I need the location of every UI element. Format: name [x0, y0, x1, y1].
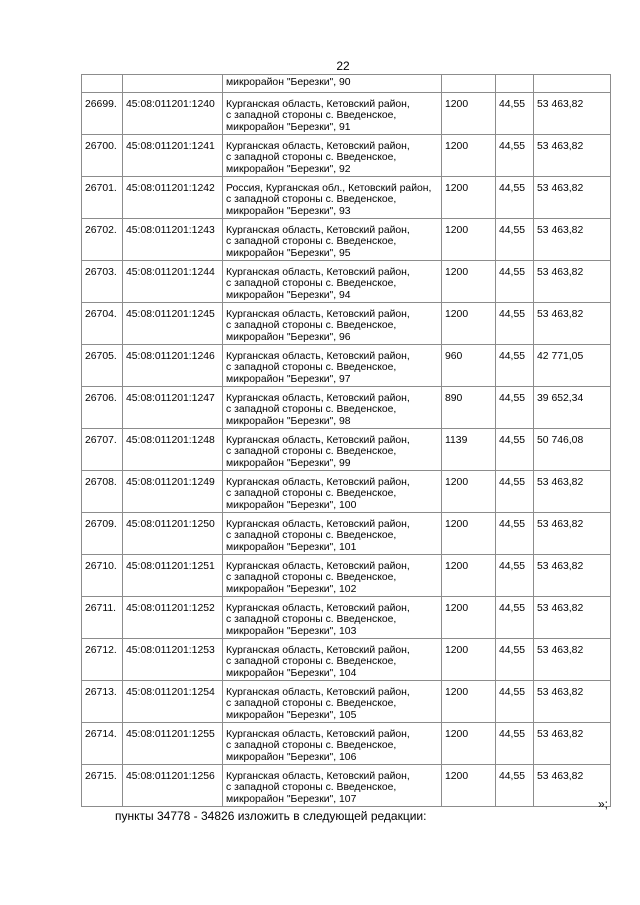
cell-area: 890 — [442, 386, 496, 428]
address-line: Курганская область, Кетовский район, — [226, 686, 410, 698]
address-line: микрорайон "Березки", 103 — [226, 625, 357, 637]
cell-item-number: 26701. — [82, 176, 123, 218]
cell-address — [223, 596, 442, 638]
cell-cadastral-value: 53 463,82 — [534, 512, 611, 554]
closing-quote-mark: »; — [598, 797, 609, 811]
table-row — [82, 722, 611, 764]
address-line: Курганская область, Кетовский район, — [226, 308, 410, 320]
address-line: микрорайон "Березки", 98 — [226, 415, 351, 427]
address-line: с западной стороны с. Введенское, — [226, 194, 397, 206]
cell-area: 1200 — [442, 92, 496, 134]
address-line: Курганская область, Кетовский район, — [226, 98, 410, 110]
cell-item-number — [82, 75, 123, 93]
cell-address — [223, 680, 442, 722]
cell-cadastral-number: 45:08:011201:1253 — [123, 638, 223, 680]
table-row — [82, 470, 611, 512]
cell-rate: 44,55 — [496, 554, 534, 596]
cell-item-number: 26707. — [82, 428, 123, 470]
cell-cadastral-number: 45:08:011201:1241 — [123, 134, 223, 176]
cell-item-number: 26714. — [82, 722, 123, 764]
cell-cadastral-value: 53 463,82 — [534, 554, 611, 596]
cell-address — [223, 470, 442, 512]
cell-cadastral-number: 45:08:011201:1252 — [123, 596, 223, 638]
address-line: с западной стороны с. Введенское, — [226, 530, 397, 542]
address-line: микрорайон "Березки", 105 — [226, 709, 357, 721]
address-line: с западной стороны с. Введенское, — [226, 656, 397, 668]
cell-area: 1200 — [442, 554, 496, 596]
cell-item-number: 26708. — [82, 470, 123, 512]
table-row — [82, 554, 611, 596]
cell-cadastral-value: 53 463,82 — [534, 260, 611, 302]
cell-address — [223, 554, 442, 596]
amendment-instruction: пункты 34778 - 34826 изложить в следующей редакции: — [115, 809, 427, 823]
table-row — [82, 764, 611, 806]
cell-cadastral-value: 53 463,82 — [534, 218, 611, 260]
address-line: микрорайон "Березки", 101 — [226, 541, 357, 553]
cell-rate: 44,55 — [496, 722, 534, 764]
cell-cadastral-value: 53 463,82 — [534, 638, 611, 680]
cell-area: 1200 — [442, 470, 496, 512]
cell-item-number: 26711. — [82, 596, 123, 638]
cell-address — [223, 260, 442, 302]
cell-cadastral-number: 45:08:011201:1243 — [123, 218, 223, 260]
table-row — [82, 428, 611, 470]
table-row — [82, 638, 611, 680]
cell-cadastral-value: 53 463,82 — [534, 470, 611, 512]
cell-address — [223, 512, 442, 554]
address-line: Курганская область, Кетовский район, — [226, 266, 410, 278]
cell-cadastral-number: 45:08:011201:1251 — [123, 554, 223, 596]
cell-address — [223, 92, 442, 134]
cell-area: 1200 — [442, 260, 496, 302]
cell-rate: 44,55 — [496, 596, 534, 638]
cell-cadastral-number: 45:08:011201:1249 — [123, 470, 223, 512]
address-line: Курганская область, Кетовский район, — [226, 140, 410, 152]
cell-item-number: 26705. — [82, 344, 123, 386]
cell-rate: 44,55 — [496, 386, 534, 428]
cell-cadastral-number: 45:08:011201:1246 — [123, 344, 223, 386]
address-line: Курганская область, Кетовский район, — [226, 392, 410, 404]
cell-cadastral-value: 53 463,82 — [534, 764, 611, 806]
cell-address — [223, 722, 442, 764]
page-number: 22 — [336, 59, 350, 73]
cell-cadastral-value: 53 463,82 — [534, 596, 611, 638]
table-row — [82, 260, 611, 302]
cell-address — [223, 176, 442, 218]
address-line: Россия, Курганская обл., Кетовский район, — [226, 182, 432, 194]
cell-rate: 44,55 — [496, 92, 534, 134]
cell-item-number: 26706. — [82, 386, 123, 428]
table-row — [82, 512, 611, 554]
cell-area: 1139 — [442, 428, 496, 470]
address-line: микрорайон "Березки", 104 — [226, 667, 357, 679]
table-row — [82, 386, 611, 428]
cell-cadastral-number: 45:08:011201:1250 — [123, 512, 223, 554]
cell-cadastral-number: 45:08:011201:1244 — [123, 260, 223, 302]
cell-rate: 44,55 — [496, 512, 534, 554]
cell-item-number: 26712. — [82, 638, 123, 680]
cell-cadastral-number: 45:08:011201:1248 — [123, 428, 223, 470]
address-line: микрорайон "Березки", 102 — [226, 583, 357, 595]
address-line: с западной стороны с. Введенское, — [226, 698, 397, 710]
cell-cadastral-value: 53 463,82 — [534, 92, 611, 134]
cell-item-number: 26704. — [82, 302, 123, 344]
address-line: Курганская область, Кетовский район, — [226, 434, 410, 446]
table-row — [82, 596, 611, 638]
cell-address — [223, 764, 442, 806]
address-line: Курганская область, Кетовский район, — [226, 560, 410, 572]
table-row — [82, 92, 611, 134]
address-line: с западной стороны с. Введенское, — [226, 236, 397, 248]
cell-cadastral-number: 45:08:011201:1247 — [123, 386, 223, 428]
cell-item-number: 26713. — [82, 680, 123, 722]
address-line: микрорайон "Березки", 107 — [226, 793, 357, 805]
cell-item-number: 26709. — [82, 512, 123, 554]
cell-cadastral-value: 53 463,82 — [534, 302, 611, 344]
cell-item-number: 26702. — [82, 218, 123, 260]
cell-address — [223, 386, 442, 428]
cell-area: 1200 — [442, 218, 496, 260]
table-row — [82, 344, 611, 386]
cell-area: 1200 — [442, 176, 496, 218]
cell-cadastral-value: 39 652,34 — [534, 386, 611, 428]
cell-rate: 44,55 — [496, 428, 534, 470]
cell-cadastral-number: 45:08:011201:1245 — [123, 302, 223, 344]
address-line: микрорайон "Березки", 106 — [226, 751, 357, 763]
cell-rate: 44,55 — [496, 680, 534, 722]
address-line: микрорайон "Березки", 95 — [226, 247, 351, 259]
address-line: с западной стороны с. Введенское, — [226, 152, 397, 164]
address-line: с западной стороны с. Введенское, — [226, 362, 397, 374]
address-line: Курганская область, Кетовский район, — [226, 770, 410, 782]
address-line: Курганская область, Кетовский район, — [226, 728, 410, 740]
address-line: микрорайон "Березки", 92 — [226, 163, 351, 175]
address-line: с западной стороны с. Введенское, — [226, 446, 397, 458]
address-line: Курганская область, Кетовский район, — [226, 476, 410, 488]
cell-cadastral-value: 42 771,05 — [534, 344, 611, 386]
cell-area: 1200 — [442, 722, 496, 764]
cell-cadastral-value: 50 746,08 — [534, 428, 611, 470]
cell-address — [223, 75, 442, 93]
address-line: Курганская область, Кетовский район, — [226, 518, 410, 530]
cell-item-number: 26710. — [82, 554, 123, 596]
cell-rate: 44,55 — [496, 638, 534, 680]
cell-address — [223, 344, 442, 386]
address-line: с западной стороны с. Введенское, — [226, 614, 397, 626]
address-line: с западной стороны с. Введенское, — [226, 278, 397, 290]
cell-area: 1200 — [442, 596, 496, 638]
cell-address — [223, 302, 442, 344]
cell-cadastral-value: 53 463,82 — [534, 680, 611, 722]
cell-cadastral-number: 45:08:011201:1254 — [123, 680, 223, 722]
cell-item-number: 26715. — [82, 764, 123, 806]
cell-rate: 44,55 — [496, 470, 534, 512]
address-line: микрорайон "Березки", 94 — [226, 289, 351, 301]
cell-rate: 44,55 — [496, 260, 534, 302]
address-line: с западной стороны с. Введенское, — [226, 488, 397, 500]
cell-rate — [496, 75, 534, 93]
address-line: микрорайон "Березки", 96 — [226, 331, 351, 343]
cell-area: 1200 — [442, 764, 496, 806]
address-line: с западной стороны с. Введенское, — [226, 740, 397, 752]
land-plot-table — [81, 74, 611, 807]
address-line: микрорайон "Березки", 93 — [226, 205, 351, 217]
address-line: микрорайон "Березки", 100 — [226, 499, 357, 511]
cell-address — [223, 428, 442, 470]
address-line: микрорайон "Березки", 99 — [226, 457, 351, 469]
table-body — [82, 75, 611, 807]
table-row — [82, 218, 611, 260]
address-line: с западной стороны с. Введенское, — [226, 110, 397, 122]
cell-address — [223, 638, 442, 680]
cell-item-number: 26703. — [82, 260, 123, 302]
address-line: с западной стороны с. Введенское, — [226, 320, 397, 332]
cell-cadastral-number: 45:08:011201:1255 — [123, 722, 223, 764]
cell-cadastral-number: 45:08:011201:1240 — [123, 92, 223, 134]
address-line: микрорайон "Березки", 91 — [226, 121, 351, 133]
cell-item-number: 26699. — [82, 92, 123, 134]
cell-rate: 44,55 — [496, 764, 534, 806]
cell-area — [442, 75, 496, 93]
cell-cadastral-value: 53 463,82 — [534, 722, 611, 764]
table-row — [82, 134, 611, 176]
cell-area: 1200 — [442, 638, 496, 680]
address-line: с западной стороны с. Введенское, — [226, 572, 397, 584]
cell-cadastral-value: 53 463,82 — [534, 176, 611, 218]
cell-cadastral-value: 53 463,82 — [534, 134, 611, 176]
address-line: микрорайон "Березки", 90 — [226, 77, 351, 88]
address-line: с западной стороны с. Введенское, — [226, 404, 397, 416]
cell-rate: 44,55 — [496, 176, 534, 218]
cell-area: 1200 — [442, 134, 496, 176]
cell-item-number: 26700. — [82, 134, 123, 176]
cell-area: 1200 — [442, 680, 496, 722]
cell-rate: 44,55 — [496, 134, 534, 176]
cell-area: 960 — [442, 344, 496, 386]
address-line: Курганская область, Кетовский район, — [226, 644, 410, 656]
cell-area: 1200 — [442, 512, 496, 554]
table-row — [82, 75, 611, 93]
cell-address — [223, 134, 442, 176]
cell-cadastral-number: 45:08:011201:1256 — [123, 764, 223, 806]
table-row — [82, 302, 611, 344]
address-line: с западной стороны с. Введенское, — [226, 782, 397, 794]
cell-address — [223, 218, 442, 260]
table-row — [82, 176, 611, 218]
cell-cadastral-number — [123, 75, 223, 93]
cell-area: 1200 — [442, 302, 496, 344]
address-line: Курганская область, Кетовский район, — [226, 350, 410, 362]
cell-rate: 44,55 — [496, 302, 534, 344]
address-line: микрорайон "Березки", 97 — [226, 373, 351, 385]
cell-rate: 44,55 — [496, 344, 534, 386]
address-line: Курганская область, Кетовский район, — [226, 602, 410, 614]
cell-cadastral-number: 45:08:011201:1242 — [123, 176, 223, 218]
cell-rate: 44,55 — [496, 218, 534, 260]
table-row — [82, 680, 611, 722]
cell-cadastral-value — [534, 75, 611, 93]
address-line: Курганская область, Кетовский район, — [226, 224, 410, 236]
